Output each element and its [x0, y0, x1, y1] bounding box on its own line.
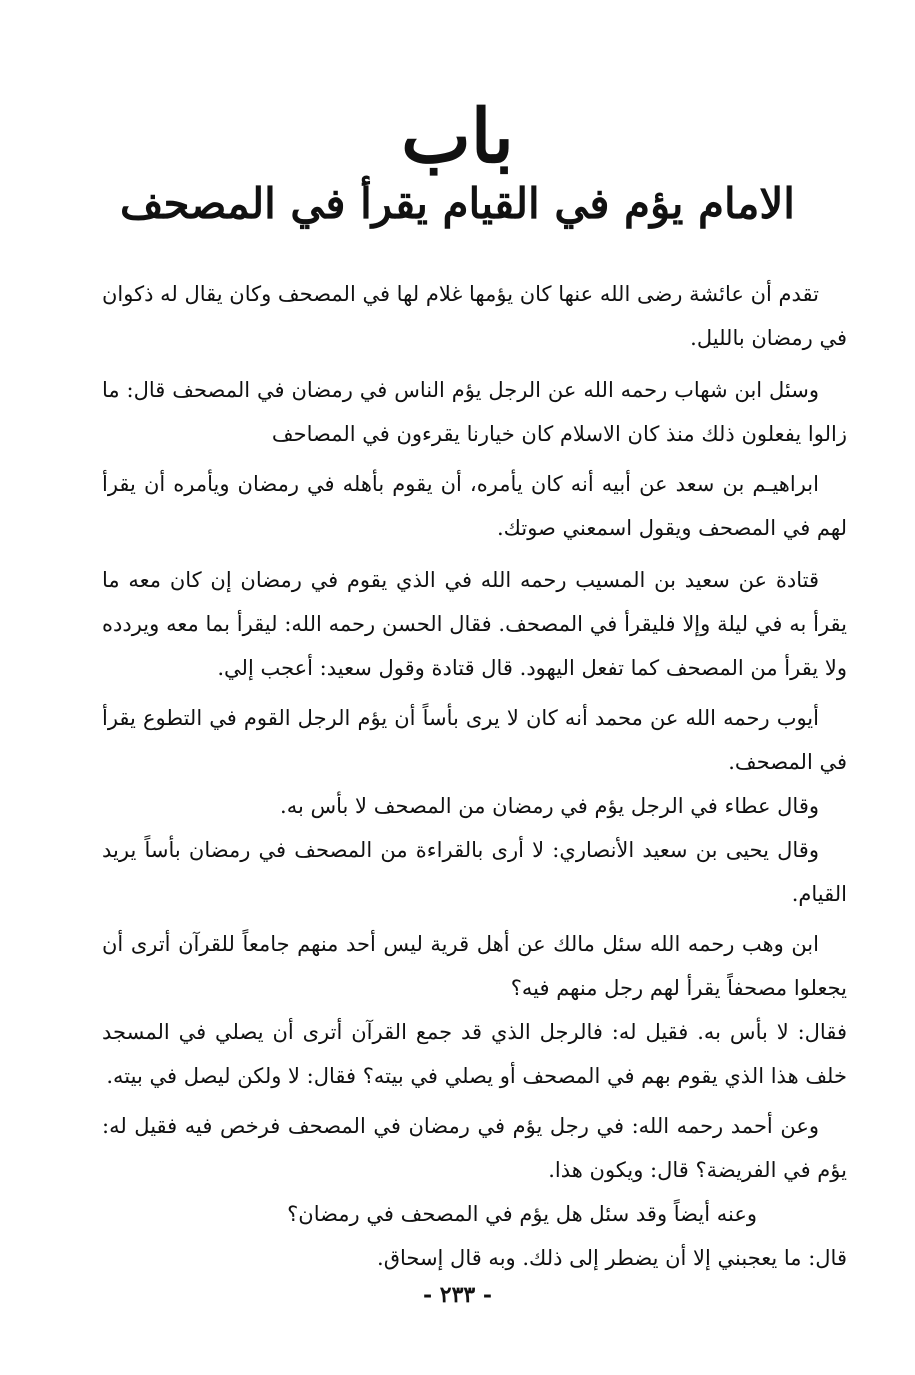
paragraph: ابن وهب رحمه الله سئل مالك عن أهل قرية ليس أحد منهم جامعاً للقرآن أترى أن يجعلوا مصحفاً يقرأ لهم رجل منهم فيه؟ — [102, 932, 847, 1000]
paragraph: أيوب رحمه الله عن محمد أنه كان لا يرى بأساً أن يؤم الرجل القوم في التطوع يقرأ في المصحف. — [102, 706, 847, 774]
paragraph: وعن أحمد رحمه الله: في رجل يؤم في رمضان في المصحف فرخص فيه فقيل له: يؤم في الفريضة؟ قال: ويكون هذا. — [102, 1114, 847, 1182]
paragraph: وقال عطاء في الرجل يؤم في رمضان من المصحف لا بأس به. — [280, 794, 819, 818]
paragraph: فقال: لا بأس به. فقيل له: فالرجل الذي قد جمع القرآن أترى أن يصلي في المسجد خلف هذا الذي يقوم بهم في المصحف أو يصلي في بيته؟ فقال: لا ولكن ليصل في بيته. — [102, 1020, 847, 1088]
paragraph: وسئل ابن شهاب رحمه الله عن الرجل يؤم الناس في رمضان في المصحف قال: ما زالوا يفعلون ذلك منذ كان الاسلام كان خيارنا يقرءون في المصاحف — [102, 378, 847, 446]
page-number: - ٢٣٣ - — [422, 1282, 493, 1308]
paragraph: تقدم أن عائشة رضى الله عنها كان يؤمها غلام لها في المصحف وكان يقال له ذكوان في رمضان بالليل. — [102, 282, 847, 350]
paragraph: وقال يحيى بن سعيد الأنصاري: لا أرى بالقراءة من المصحف في رمضان بأساً يريد القيام. — [102, 838, 847, 906]
chapter-title: الامام يؤم في القيام يقرأ في المصحف — [120, 179, 795, 228]
paragraph: وعنه أيضاً وقد سئل هل يؤم في المصحف في رمضان؟ — [287, 1202, 757, 1226]
paragraph: قال: ما يعجبني إلا أن يضطر إلى ذلك. وبه قال إسحاق. — [377, 1246, 847, 1270]
paragraph: ابراهيـم بن سعد عن أبيه أنه كان يأمره، أن يقوم بأهله في رمضان ويأمره أن يقرأ لهم في المصحف ويقول اسمعني صوتك. — [102, 472, 847, 540]
paragraph: قتادة عن سعيد بن المسيب رحمه الله في الذي يقوم في رمضان إن كان معه ما يقرأ به في ليلة وإلا فليقرأ في المصحف. فقال الحسن رحمه الله: ليقرأ بما معه ويردده ولا يقرأ من المصحف كما تفعل اليهود. قال قتادة وقول سعيد: أعجب إلي. — [102, 568, 847, 680]
body-text — [102, 272, 847, 1280]
chapter-heading: باب — [401, 94, 514, 180]
